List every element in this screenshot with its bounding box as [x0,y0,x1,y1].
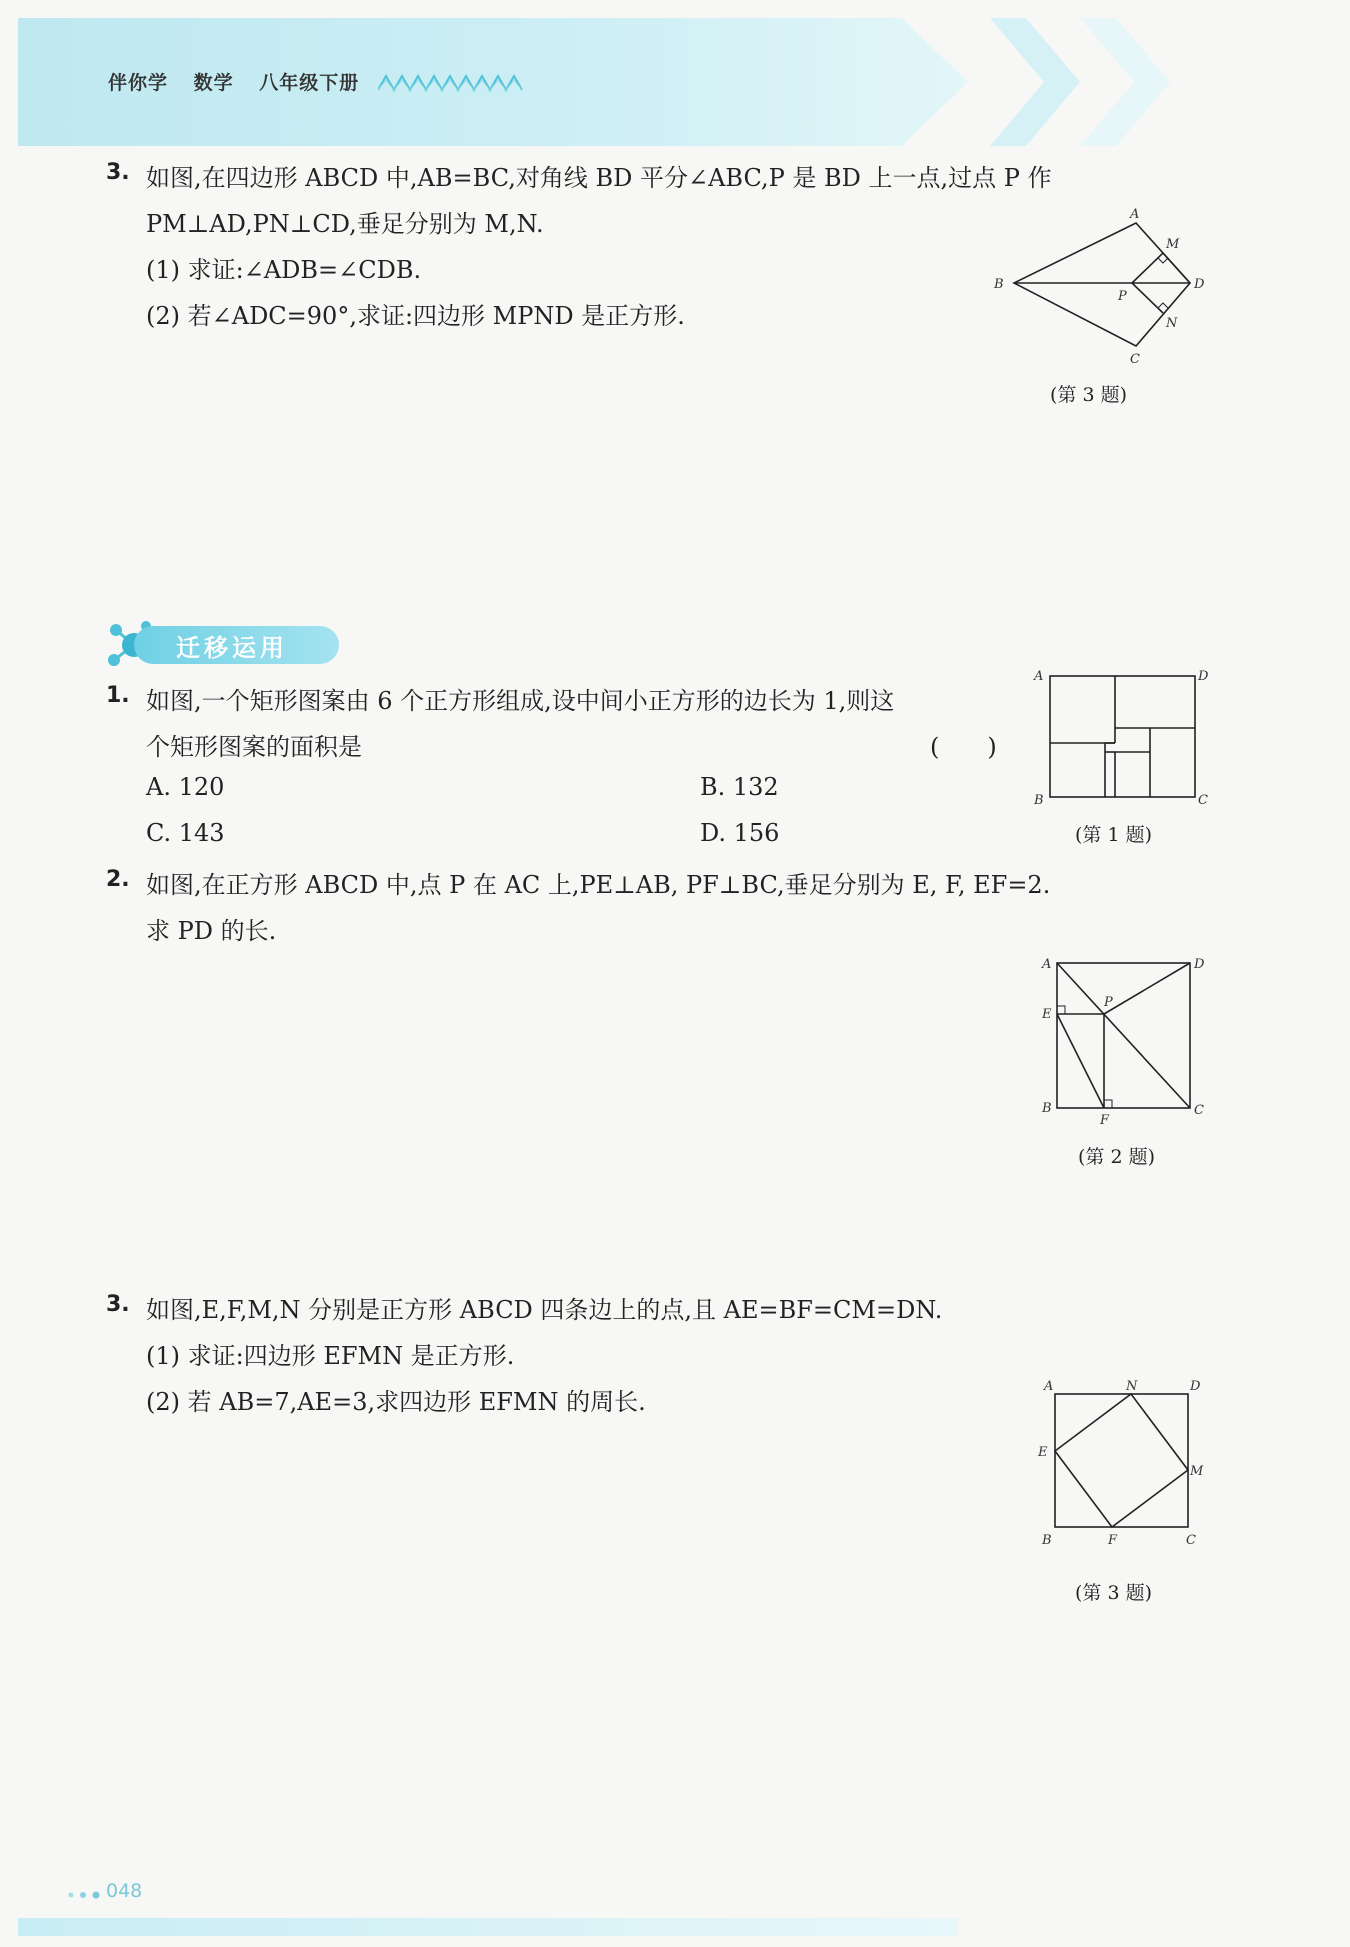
figure-caption: (第 1 题) [1075,824,1152,846]
question-text: 如图,E,F,M,N 分别是正方形 ABCD 四条边上的点,且 AE=BF=CM=DN. [146,1296,943,1324]
zigzag-decoration-icon [378,72,524,92]
label-D: D [1198,669,1209,684]
section-title: 迁移运用 [176,634,288,662]
label-B: B [1042,1101,1052,1116]
sub-question: (1) 求证:四边形 EFMN 是正方形. [146,1342,515,1370]
question-text: PM⊥AD,PN⊥CD,垂足分别为 M,N. [146,210,544,238]
header-subject: 数学 [193,72,234,94]
question-number: 1. [106,683,130,708]
label-B: B [1034,793,1044,808]
figure-caption: (第 2 题) [1078,1146,1155,1168]
label-A: A [1034,669,1044,684]
kite-figure [990,200,1220,370]
label-F: F [1108,1533,1118,1548]
running-header [108,68,377,95]
label-P: P [1104,995,1113,1010]
label-A: A [1130,207,1140,222]
question-number: 3. [106,1292,130,1317]
figure-caption: (第 3 题) [1075,1582,1152,1604]
header-chevron-decoration [1080,18,1170,146]
option-a: A. 120 [146,773,225,801]
label-D: D [1194,277,1205,292]
option-d: D. 156 [700,819,780,847]
footer-band [18,1918,958,1936]
label-F: F [1100,1113,1110,1128]
label-N: N [1166,316,1178,331]
section-badge [104,618,342,672]
sub-question: (1) 求证:∠ADB=∠CDB. [146,256,422,284]
sub-question: (2) 若∠ADC=90°,求证:四边形 MPND 是正方形. [146,302,685,330]
label-A: A [1044,1379,1054,1394]
label-A: A [1042,957,1052,972]
label-C: C [1194,1103,1204,1118]
question-text: 如图,一个矩形图案由 6 个正方形组成,设中间小正方形的边长为 1,则这 [146,687,895,715]
rectangle-squares-figure [1030,664,1215,812]
label-M: M [1166,237,1180,252]
label-D: D [1194,957,1205,972]
figure-caption: (第 3 题) [1050,384,1127,406]
label-E: E [1042,1007,1052,1022]
label-E: E [1038,1445,1048,1460]
header-book: 伴你学 [108,72,169,94]
question-number: 3. [106,160,130,185]
label-B: B [994,277,1004,292]
square-diagonal-figure [1030,950,1215,1130]
label-N: N [1126,1379,1138,1394]
question-number: 2. [106,867,130,892]
page-number: 048 [106,1880,143,1902]
label-C: C [1186,1533,1196,1548]
label-M: M [1190,1464,1204,1479]
label-C: C [1198,793,1208,808]
header-grade: 八年级下册 [259,72,360,94]
label-D: D [1190,1379,1201,1394]
option-c: C. 143 [146,819,225,847]
header-chevron-decoration [990,18,1080,146]
question-text: 个矩形图案的面积是 [146,733,362,761]
option-b: B. 132 [700,773,779,801]
question-text: 求 PD 的长. [146,917,277,945]
label-B: B [1042,1533,1052,1548]
question-text: 如图,在四边形 ABCD 中,AB=BC,对角线 BD 平分∠ABC,P 是 BD 上一点,过点 P 作 [146,164,1052,192]
inscribed-square-figure [1030,1372,1215,1552]
sub-question: (2) 若 AB=7,AE=3,求四边形 EFMN 的周长. [146,1388,646,1416]
label-P: P [1118,289,1127,304]
question-text: 如图,在正方形 ABCD 中,点 P 在 AC 上,PE⊥AB, PF⊥BC,垂足分别为 E, F, EF=2. [146,871,1051,899]
page-dots-icon [66,1890,106,1900]
label-C: C [1130,352,1140,367]
answer-bracket: ( ) [930,733,997,761]
